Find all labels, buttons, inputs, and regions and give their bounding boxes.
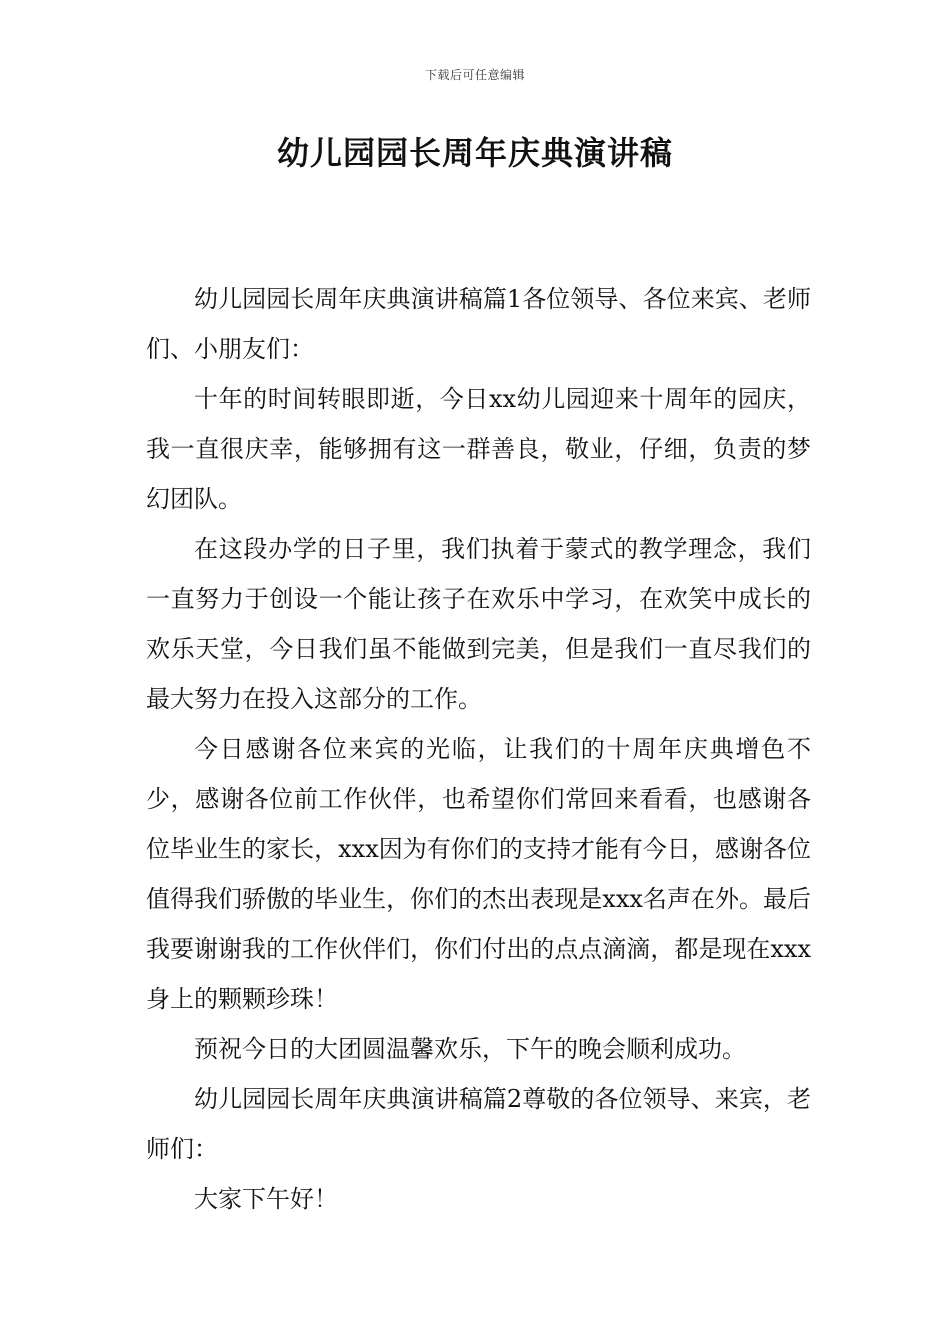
paragraph: 十年的时间转眼即逝，今日xx幼儿园迎来十周年的园庆，我一直很庆幸，能够拥有这一群善良，敬业，仔细，负责的梦幻团队。 (146, 385, 811, 513)
header-note: 下载后可任意编辑 (424, 68, 525, 82)
document-title: 幼儿园园长周年庆典演讲稿 (276, 134, 673, 172)
paragraph: 预祝今日的大团圆温馨欢乐，下午的晚会顺利成功。 (194, 1035, 746, 1063)
paragraph: 大家下午好！ (194, 1185, 338, 1213)
document-body (146, 274, 811, 1224)
paragraph: 今日感谢各位来宾的光临，让我们的十周年庆典增色不少，感谢各位前工作伙伴，也希望你们常回来看看，也感谢各位毕业生的家长，xxx因为有你们的支持才能有今日，感谢各位值得我们骄傲的毕业生，你们的杰出表现是xxx名声在外。最后我要谢谢我的工作伙伴们，你们付出的点点滴滴，都是现在xxx身上的颗颗珍珠！ (146, 735, 811, 1013)
paragraph: 幼儿园园长周年庆典演讲稿篇2尊敬的各位领导、来宾，老师们： (146, 1085, 811, 1163)
paragraph: 幼儿园园长周年庆典演讲稿篇1各位领导、各位来宾、老师们、小朋友们： (146, 285, 811, 363)
paragraph: 在这段办学的日子里，我们执着于蒙式的教学理念，我们一直努力于创设一个能让孩子在欢乐中学习，在欢笑中成长的欢乐天堂，今日我们虽不能做到完美，但是我们一直尽我们的最大努力在投入这部分的工作。 (146, 535, 811, 713)
